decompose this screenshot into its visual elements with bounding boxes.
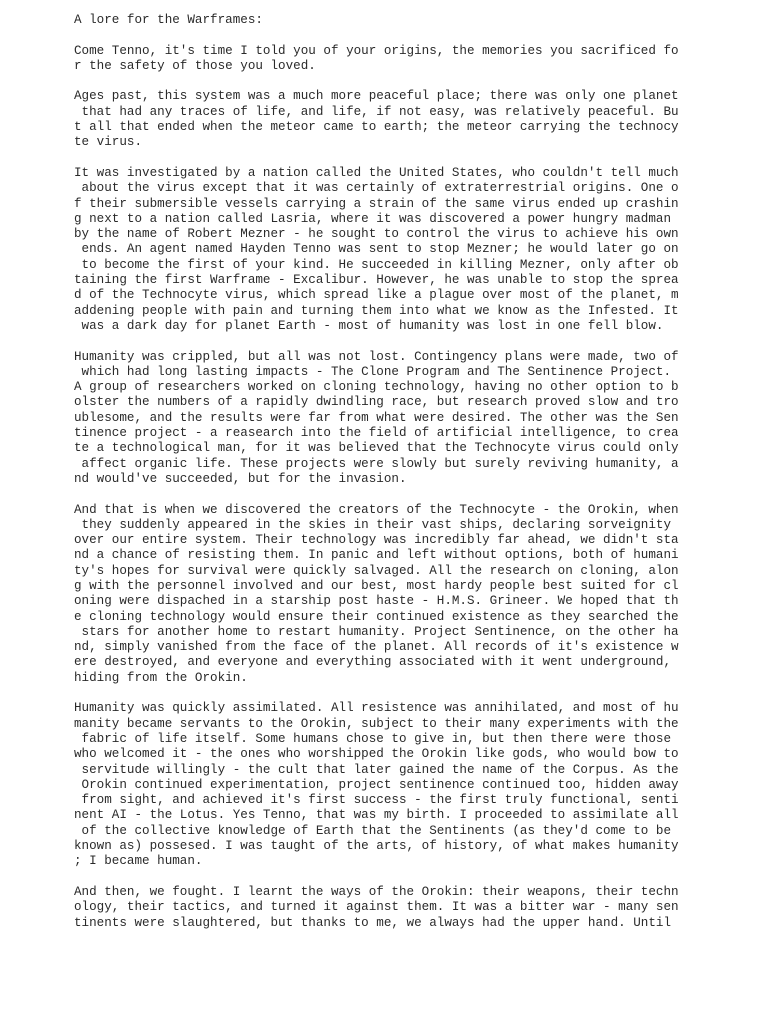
text-line: Orokin continued experimentation, project sentinence continued too, hidden away [74,777,679,792]
text-line: ty's hopes for survival were quickly salvaged. All the research on cloning, alon [74,563,679,578]
text-line: Come Tenno, it's time I told you of your origins, the memories you sacrificed fo [74,43,679,58]
text-line: who welcomed it - the ones who worshipped the Orokin like gods, who would bow to [74,747,679,762]
text-line: te virus. [74,135,143,150]
text-line: nd would've succeeded, but for the invasion. [74,471,407,486]
paragraph-spacer [74,686,754,701]
paragraph-spacer [74,334,754,349]
text-line: nd, simply vanished from the face of the planet. All records of it's existence w [74,640,679,655]
text-line: tinence project - a reasearch into the field of artificial intelligence, to crea [74,426,679,441]
paragraph-spacer [74,74,754,89]
document-title: A lore for the Warframes: [74,13,263,27]
document-page [74,13,754,931]
text-line: that had any traces of life, and life, if not easy, was relatively peaceful. Bu [74,104,679,119]
text-line: f their submersible vessels carrying a strain of the same virus ended up crashin [74,196,679,211]
paragraph [74,503,754,687]
text-line: was a dark day for planet Earth - most of humanity was lost in one fell blow. [74,318,664,333]
text-line: It was investigated by a nation called the United States, who couldn't tell much [74,165,679,180]
text-line: hiding from the Orokin. [74,670,248,685]
text-line: fabric of life itself. Some humans chose to give in, but then there were those [74,731,672,746]
text-line: ere destroyed, and everyone and everything associated with it went underground, [74,655,672,670]
text-line: Humanity was crippled, but all was not lost. Contingency plans were made, two of [74,349,679,364]
text-line: tinents were slaughtered, but thanks to me, we always had the upper hand. Until [74,915,672,930]
text-line: Ages past, this system was a much more peaceful place; there was only one planet [74,89,679,104]
text-line: ; I became human. [74,854,203,869]
text-line: about the virus except that it was certainly of extraterrestrial origins. One o [74,181,679,196]
paragraph-spacer [74,151,754,166]
paragraph [74,350,754,488]
text-line: g next to a nation called Lasria, where it was discovered a power hungry madman [74,211,672,226]
text-line: g with the personnel involved and our best, most hardy people best suited for cl [74,578,679,593]
paragraph [74,166,754,334]
text-line: which had long lasting impacts - The Clone Program and The Sentinence Project. [74,364,672,379]
text-line: oning were dispached in a starship post haste - H.M.S. Grineer. We hoped that th [74,594,679,609]
text-line: Humanity was quickly assimilated. All resistence was annihilated, and most of hu [74,701,679,716]
paragraph-spacer [74,870,754,885]
paragraph-spacer [74,28,754,43]
text-line: e cloning technology would ensure their continued existence as they searched the [74,609,679,624]
text-line: affect organic life. These projects were slowly but surely reviving humanity, a [74,456,679,471]
text-line: servitude willingly - the cult that later gained the name of the Corpus. As the [74,762,679,777]
text-line: from sight, and achieved it's first success - the first truly functional, senti [74,793,679,808]
text-line: they suddenly appeared in the skies in their vast ships, declaring sorveignity [74,517,672,532]
text-line: taining the first Warframe - Excalibur. However, he was unable to stop the sprea [74,273,679,288]
text-line: by the name of Robert Mezner - he sought to control the virus to achieve his own [74,227,679,242]
text-line: ublesome, and the results were far from what were desired. The other was the Sen [74,410,679,425]
document-body [74,28,754,931]
text-line: r the safety of those you loved. [74,58,316,73]
text-line: stars for another home to restart humanity. Project Sentinence, on the other ha [74,624,679,639]
text-line: And then, we fought. I learnt the ways of the Orokin: their weapons, their techn [74,884,679,899]
text-line: ends. An agent named Hayden Tenno was sent to stop Mezner; he would later go on [74,242,679,257]
text-line: d of the Technocyte virus, which spread like a plague over most of the planet, m [74,288,679,303]
text-line: t all that ended when the meteor came to earth; the meteor carrying the technocy [74,120,679,135]
paragraph [74,885,754,931]
paragraph [74,44,754,75]
text-line: addening people with pain and turning them into what we know as the Infested. It [74,303,679,318]
text-line: manity became servants to the Orokin, subject to their many experiments with the [74,716,679,731]
text-line: known as) possesed. I was taught of the arts, of history, of what makes humanity [74,839,679,854]
text-line: nd a chance of resisting them. In panic and left without options, both of humani [74,548,679,563]
text-line: olster the numbers of a rapidly dwindling race, but research proved slow and tro [74,395,679,410]
text-line: of the collective knowledge of Earth that the Sentinents (as they'd come to be [74,823,672,838]
paragraph-spacer [74,487,754,502]
text-line: to become the first of your kind. He succeeded in killing Mezner, only after ob [74,257,679,272]
text-line: te a technological man, for it was believed that the Technocyte virus could only [74,441,679,456]
text-line: A group of researchers worked on cloning technology, having no other option to b [74,380,679,395]
text-line: And that is when we discovered the creators of the Technocyte - the Orokin, when [74,502,679,517]
paragraph [74,89,754,150]
text-line: nent AI - the Lotus. Yes Tenno, that was my birth. I proceeded to assimilate all [74,808,679,823]
paragraph [74,701,754,869]
text-line: ology, their tactics, and turned it against them. It was a bitter war - many sen [74,900,679,915]
text-line: over our entire system. Their technology was incredibly far ahead, we didn't sta [74,533,679,548]
